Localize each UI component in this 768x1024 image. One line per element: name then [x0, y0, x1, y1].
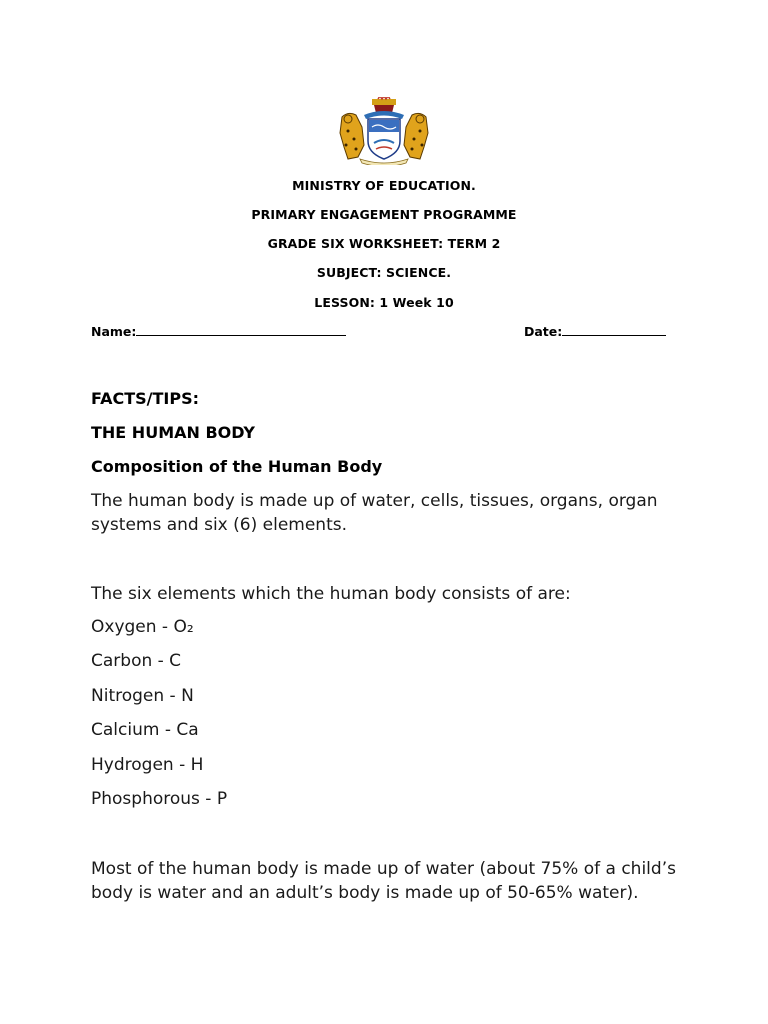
human-body-heading: THE HUMAN BODY	[91, 423, 255, 442]
composition-heading: Composition of the Human Body	[91, 457, 383, 476]
element-item-calcium: Calcium - Ca	[91, 720, 199, 740]
element-item-phosphorous: Phosphorous - P	[91, 789, 228, 809]
ministry-heading: MINISTRY OF EDUCATION.	[292, 178, 476, 193]
element-item-carbon: Carbon - C	[91, 651, 182, 671]
coat-of-arms-logo	[334, 97, 434, 165]
intro-paragraph: The human body is made up of water, cells, tissues, organs, organ systems and six (6) elements.	[91, 491, 658, 535]
element-item-hydrogen: Hydrogen - H	[91, 755, 204, 775]
elements-intro: The six elements which the human body consists of are:	[91, 584, 571, 604]
date-label: Date:	[524, 324, 563, 339]
date-field[interactable]	[524, 324, 666, 339]
date-blank-line[interactable]	[562, 324, 666, 336]
lesson-heading: LESSON: 1 Week 10	[314, 295, 454, 310]
water-note-paragraph: Most of the human body is made up of water (about 75% of a child’s body is water and an adult’s body is made up of 50-65% water).	[91, 859, 676, 903]
name-label: Name:	[91, 324, 137, 339]
name-field[interactable]	[91, 324, 346, 339]
programme-heading: PRIMARY ENGAGEMENT PROGRAMME	[251, 207, 517, 222]
worksheet-heading: GRADE SIX WORKSHEET: TERM 2	[267, 236, 501, 251]
facts-tips-heading: FACTS/TIPS:	[91, 389, 200, 408]
element-item-oxygen: Oxygen - O₂	[91, 617, 194, 637]
element-item-nitrogen: Nitrogen - N	[91, 686, 194, 706]
name-blank-line[interactable]	[136, 324, 346, 336]
subject-heading: SUBJECT: SCIENCE.	[316, 265, 452, 280]
